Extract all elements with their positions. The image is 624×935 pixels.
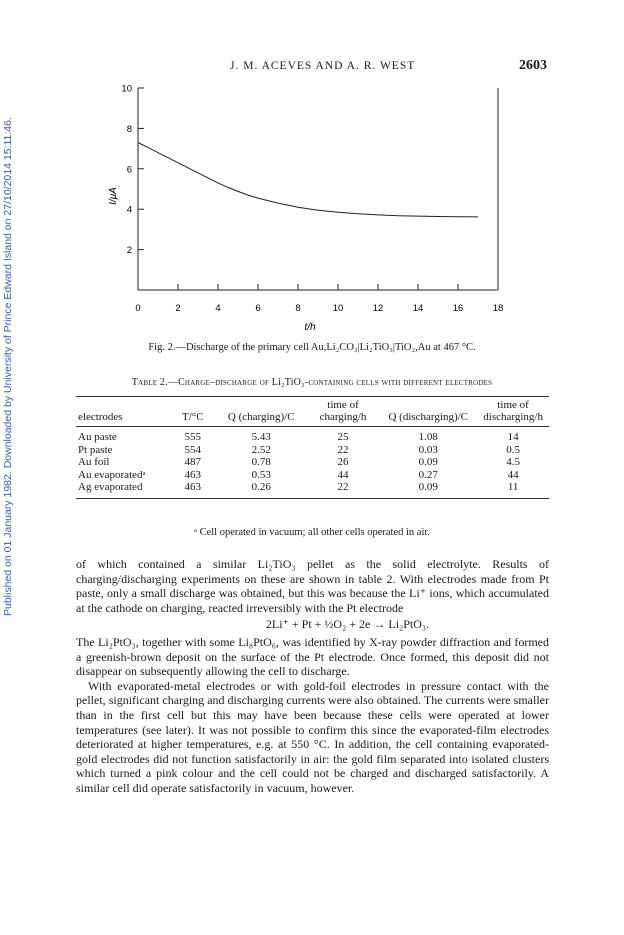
table-row — [76, 427, 549, 444]
table-cell: 22 — [337, 481, 349, 494]
figure-caption: Fig. 2.—Discharge of the primary cell Au,Li₂CO₃|Li₂TiO₃|TiO₂,Au at 467 °C. — [148, 342, 476, 353]
table-cell: 5.43 — [251, 431, 271, 443]
table-cell: Au paste — [78, 431, 117, 443]
column-header: electrodes — [78, 411, 123, 423]
y-tick-label: 10 — [121, 83, 132, 95]
x-tick-label: 18 — [492, 303, 504, 314]
table-cell: 487 — [184, 456, 202, 469]
x-tick-label: 8 — [295, 303, 301, 314]
paragraph: The Li₂PtO₃, together with some Li₈PtO₆, was identified by X-ray powder diffraction and formed a greenish-brown deposit on the surface of the Pt electrode. Once formed, this deposit did not disappear on subsequently allowing the cell to discharge. — [76, 634, 549, 679]
page-number: 2603 — [519, 58, 547, 73]
x-tick-label: 2 — [175, 303, 181, 314]
table-cell: 25 — [337, 431, 349, 443]
table-cell: 0.53 — [251, 468, 271, 481]
equation: 2Li⁺ + Pt + ½O₂ + 2e → Li₂PtO₃. — [265, 617, 430, 632]
table-row — [76, 481, 549, 498]
running-title: J. M. ACEVES AND A. R. WEST — [230, 60, 416, 72]
running-head — [0, 60, 624, 78]
column-header: Q (charging)/C — [227, 411, 295, 423]
table-cell: 0.09 — [418, 481, 438, 494]
x-tick-label: 10 — [332, 303, 344, 314]
x-tick-label: 12 — [372, 303, 384, 314]
table-title-prefix: Table 2.—Charge–discharge of — [131, 377, 272, 388]
download-watermark: Published on 01 January 1982. Downloaded by University of Prince Edward Island on 27/10/2014 15:11:46. — [2, 117, 14, 616]
x-tick-label: 4 — [215, 303, 221, 314]
y-tick-label: 6 — [126, 164, 132, 176]
column-header: time of charging/h — [319, 399, 367, 423]
discharge-chart — [100, 83, 504, 336]
column-header: T/°C — [182, 411, 204, 423]
table-cell: 4.5 — [506, 456, 520, 469]
x-tick-label: 14 — [412, 303, 424, 314]
y-axis-label: I/μA — [108, 187, 119, 205]
table-row — [76, 444, 549, 457]
table-cell: 0.78 — [251, 456, 271, 469]
data-table-wrapper — [76, 396, 549, 499]
x-tick-label: 0 — [135, 303, 141, 314]
table-cell: Au evaporatedᵃ — [78, 468, 146, 481]
table-title-suffix: -containing cells with different electrodes — [304, 377, 493, 388]
table-title-formula: Li₂TiO₃ — [271, 377, 305, 388]
table-cell: Au foil — [78, 456, 110, 469]
x-tick-label: 16 — [452, 303, 464, 314]
table-cell: 554 — [184, 443, 202, 456]
table-cell: 22 — [337, 443, 349, 456]
y-tick-label: 2 — [126, 245, 132, 257]
table-cell: 1.08 — [418, 431, 438, 443]
table-cell: Pt paste — [78, 443, 113, 456]
table-cell: 0.26 — [251, 481, 271, 494]
table-row — [76, 469, 549, 482]
y-tick-label: 4 — [126, 204, 132, 216]
table-cell: 11 — [507, 481, 519, 494]
table-cell: 555 — [184, 431, 202, 443]
table-footnote: ᵃ Cell operated in vacuum; all other cells operated in air. — [194, 527, 430, 538]
x-axis-ticks — [135, 284, 503, 314]
table-header-row — [76, 397, 549, 427]
body-text — [76, 557, 549, 796]
table-cell: 463 — [184, 481, 202, 494]
chart-axes — [138, 88, 498, 290]
paragraph: of which contained a similar Li₂TiO₃ pellet as the solid electrolyte. Results of charging/discharging experiments on these are shown in table 2. With electrodes made from Pt paste, only a small discharge was obtained, but this was because the Li⁺ ions, which accumulated at the cathode on charging, reacted irreversibly with the Pt electrode — [76, 557, 549, 615]
discharge-curve — [138, 143, 478, 217]
table-cell: 0.27 — [418, 468, 438, 481]
table-cell: 14 — [507, 431, 519, 443]
column-header: time of discharging/h — [483, 399, 543, 423]
table-cell: 44 — [507, 468, 519, 481]
x-axis-label: t/h — [304, 322, 316, 333]
paragraph: With evaporated-metal electrodes or with gold-foil electrodes in pressure contact with the pellet, significant charging and discharging currents were also obtained. The currents were smaller than in the first cell but this may have been because these cells were operated at lower temperatures (see later). It was not possible to confirm this since the evaporated-film electrodes deteriorated at higher temperatures, e.g. at 550 °C. In addition, the cell containing evaporated-gold electrodes did not function satisfactorily in air: the gold film separated into isolated clusters which turned a pink colour and the cell could not be charged and discharged satisfactorily. A similar cell did operate satisfactorily in vacuum, however. — [76, 678, 549, 795]
column-header: Q (discharging)/C — [388, 411, 469, 423]
table-cell: Ag evaporated — [78, 481, 143, 494]
chart-series — [138, 143, 478, 217]
x-tick-label: 6 — [255, 303, 261, 314]
table-cell: 2.52 — [251, 443, 271, 456]
table-cell: 463 — [184, 468, 202, 481]
table-cell: 44 — [337, 468, 349, 481]
y-axis-ticks — [121, 84, 144, 257]
table-cell: 0.03 — [418, 443, 438, 456]
table-row — [76, 456, 549, 469]
table-title — [0, 377, 624, 388]
table-cell: 0.5 — [506, 443, 520, 456]
data-table — [76, 396, 549, 499]
y-tick-label: 8 — [126, 123, 132, 135]
table-cell: 0.09 — [418, 456, 438, 469]
table-cell: 26 — [337, 456, 349, 469]
